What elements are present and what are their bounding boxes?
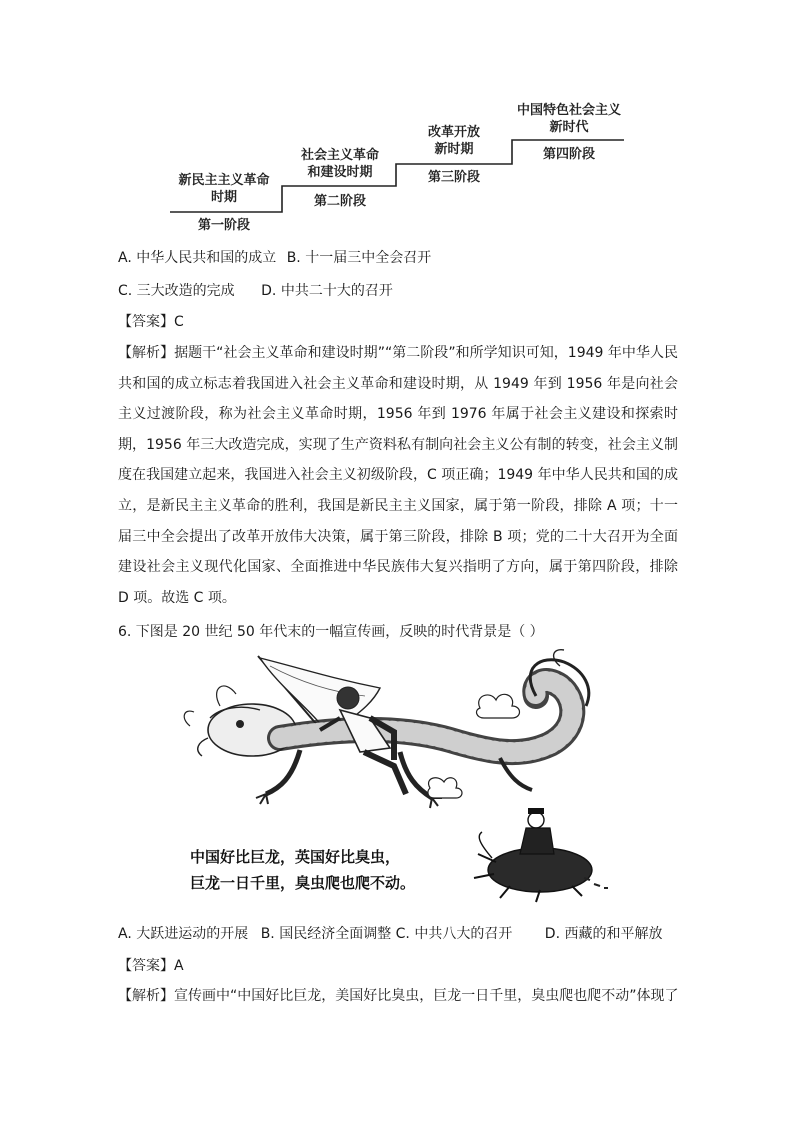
cartoon-caption-line1: 中国好比巨龙，英国好比臭虫， <box>190 848 401 866</box>
stage-3-title-line1: 改革开放 <box>427 125 480 140</box>
stage-4-title-line2: 新时代 <box>549 120 589 135</box>
q6-option-c: C. 中共八大的召开 <box>395 926 513 942</box>
stage-1-label: 第一阶段 <box>197 218 250 233</box>
q6-analysis: 【解析】宣传画中“中国好比巨龙，美国好比臭虫，巨龙一日千里，臭虫爬也爬不动”体现了 <box>118 988 679 1004</box>
stage-4-title-line1: 中国特色社会主义 <box>516 103 621 118</box>
q5-option-b: B. 十一届三中全会召开 <box>286 250 432 266</box>
q6-option-b: B. 国民经济全面调整 <box>260 926 392 942</box>
q5-analysis: 【解析】据题干“社会主义革命和建设时期”“第二阶段”和所学知识可知，1949 年中华人民共和国的成立标志着我国进入社会主义革命和建设时期，从 1949 年到 1956 年是向社会主义过渡阶段，称为社会主义革命时期，1956 年到 1976 年属于社会主义建设和探索时期，1956 年三大改造完成，实现了生产资料私有制向社会主义公有制的转变，社会主义制度在我国建立起来，我国进入社会主义初级阶段，C 项正确；1949 年中华人民共和国的成立，是新民主主义革命的胜利，我国是新民主主义国家，属于第一阶段，排除 A 项；十一届三中全会提出了改革开放伟大决策，属于第三阶段，排除 B 项；党的二十大召开为全面建设社会主义现代化国家、全面推进中华民族伟大复兴指明了方向，属于第四阶段，排除 D 项。故选 C 项。 <box>118 345 678 606</box>
q6-answer: 【答案】A <box>118 958 184 974</box>
stage-1-title-line2: 时期 <box>210 190 237 205</box>
q5-option-c: C. 三大改造的完成 <box>118 283 235 299</box>
cartoon-caption-line2: 巨龙一日千里，臭虫爬也爬不动。 <box>190 874 416 892</box>
q6-option-d: D. 西藏的和平解放 <box>544 926 663 942</box>
stage-2-label: 第二阶段 <box>313 194 366 209</box>
stage-1-title <box>164 172 284 206</box>
q6-question: 6. 下图是 20 世纪 50 年代末的一幅宣传画，反映的时代背景是（ ） <box>118 624 544 640</box>
stage-3-label: 第三阶段 <box>427 170 480 185</box>
stage-2-title-line1: 社会主义革命 <box>300 148 379 163</box>
q5-options-row2 <box>118 281 678 301</box>
q5-options-row1 <box>118 248 678 268</box>
stage-1-title-line1: 新民主主义革命 <box>178 173 270 188</box>
stage-3-title-line2: 新时期 <box>434 142 474 157</box>
stage-2-title-line2: 和建设时期 <box>307 165 373 180</box>
q5-option-d: D. 中共二十大的召开 <box>261 283 393 299</box>
stage-4-label: 第四阶段 <box>542 147 595 162</box>
stage-4-title <box>504 102 634 136</box>
q5-option-a: A. 中华人民共和国的成立 <box>118 250 277 266</box>
propaganda-cartoon <box>180 648 610 908</box>
stage-stair-diagram <box>160 96 640 246</box>
stage-3-title <box>396 124 512 158</box>
q5-answer: 【答案】C <box>118 314 184 330</box>
stage-2-title <box>280 147 400 181</box>
q6-options-row <box>118 924 678 944</box>
q6-option-a: A. 大跃进运动的开展 <box>118 926 249 942</box>
